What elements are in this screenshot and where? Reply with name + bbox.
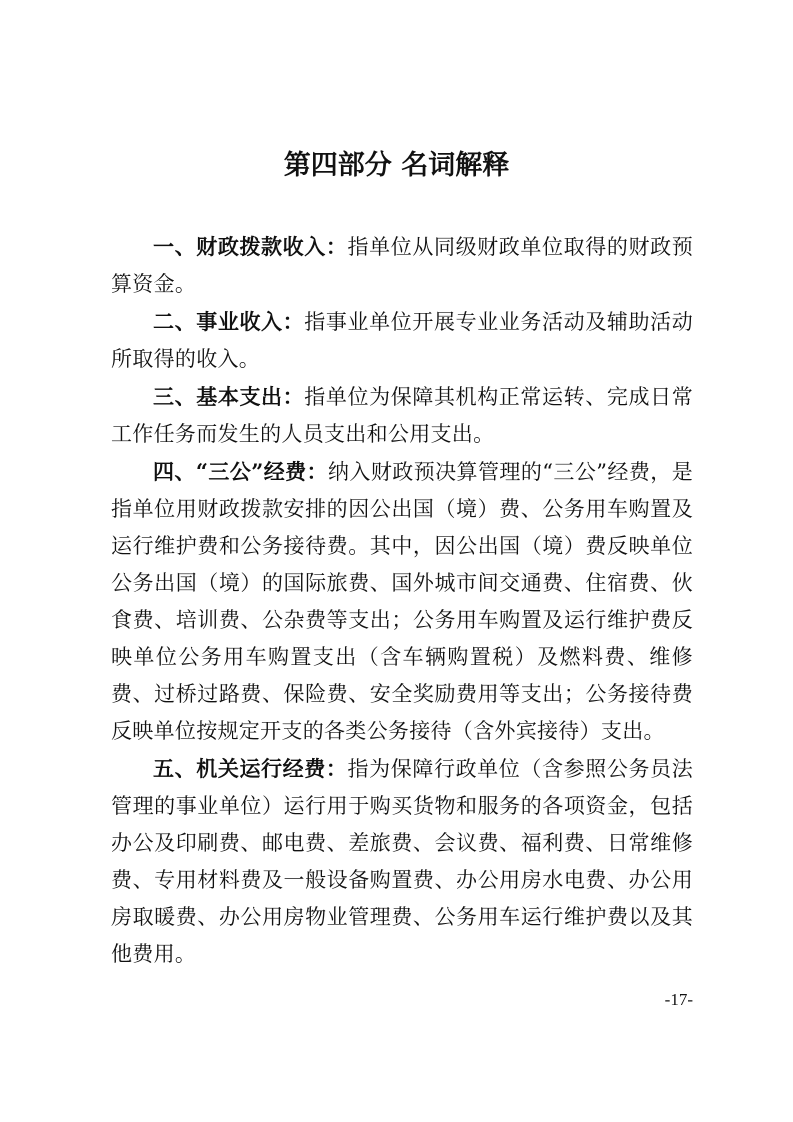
definition-text: 指单位从同级财政单位取得的财政预算资金。 [111,235,693,296]
definition-term: 三、基本支出： [153,384,305,409]
page-number: -17- [664,990,693,1009]
definitions-section [111,228,693,973]
definition-term: 二、事业收入： [153,309,305,334]
definition-item [111,303,693,378]
definition-term: 四、“三公”经费： [153,459,328,484]
definition-text: 指单位为保障其机构正常运转、完成日常工作任务而发生的人员支出和公用支出。 [111,385,693,446]
definition-text: 指事业单位开展专业业务活动及辅助活动所取得的收入。 [111,310,693,371]
definition-item [111,378,693,453]
definition-item [111,453,693,750]
page-title: 第四部分 名词解释 [283,150,510,181]
definition-term: 五、机关运行经费： [153,756,348,781]
definition-item [111,228,693,303]
definition-item [111,750,693,973]
definition-text: 纳入财政预决算管理的“三公”经费，是指单位用财政拨款安排的因公出国（境）费、公务用车购置及运行维护费和公务接待费。其中，因公出国（境）费反映单位公务出国（境）的国际旅费、国外城市间交通费、住宿费、伙食费、培训费、公杂费等支出；公务用车购置及运行维护费反映单位公务用车购置支出（含车辆购置税）及燃料费、维修费、过桥过路费、保险费、安全奖励费用等支出；公务接待费反映单位按规定开支的各类公务接待（含外宾接待）支出。 [111,460,694,743]
definition-text: 指为保障行政单位（含参照公务员法管理的事业单位）运行用于购买货物和服务的各项资金，包括办公及印刷费、邮电费、差旅费、会议费、福利费、日常维修费、专用材料费及一般设备购置费、办公用房水电费、办公用房取暖费、办公用房物业管理费、公务用车运行维护费以及其他费用。 [111,757,693,966]
definition-term: 一、财政拨款收入： [153,234,348,259]
